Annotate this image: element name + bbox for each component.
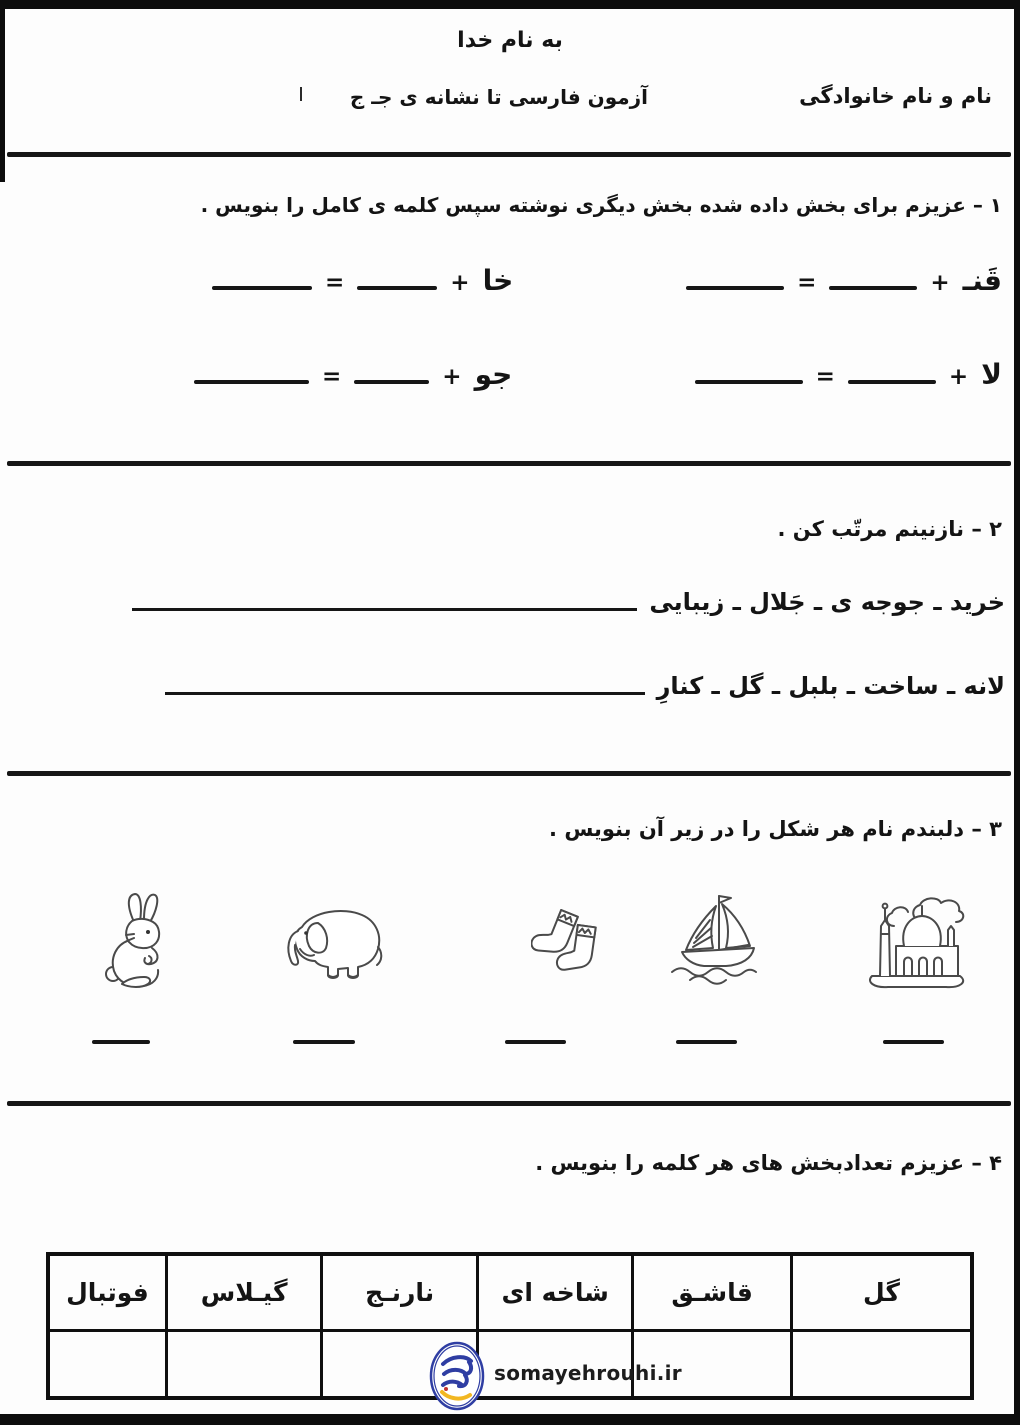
equation-blank-syllable [354,380,429,384]
page-edge-right [1014,0,1020,1425]
table-word-cell: قاشـق [633,1254,792,1330]
bismillah-text: به نام خدا [457,28,563,53]
question-4-text: ۴ – عزیزم تعدادبخش های هر کلمه را بنویس . [535,1151,1002,1175]
equation-blank-word [212,286,312,290]
question-3-text: ۳ – دلبندم نام هر شکل را در زیر آن بنویس . [549,817,1002,841]
equals-sign: = [325,270,345,296]
equals-sign: = [815,364,835,390]
equation-la [695,352,1002,398]
section-divider-2 [7,461,1011,466]
picture-answer-line [883,1040,944,1044]
rabbit-image [100,892,176,990]
picture-answer-line [505,1040,566,1044]
equation-qan [686,258,1002,304]
table-word-cell: شاخه ای [477,1254,633,1330]
equals-sign: = [322,364,342,390]
equation-blank-syllable [357,286,437,290]
equation-blank-syllable [829,286,917,290]
mosque-image [860,896,968,990]
table-answer-cell [48,1330,166,1398]
equals-sign: = [797,270,817,296]
exam-title: آزمون فارسی تا نشانه ی جـ ج [349,85,648,109]
table-word-cell: گیـلاس [166,1254,322,1330]
elephant-image [282,903,386,981]
picture-answer-line [676,1040,737,1044]
equation-given-syllable: جو [474,358,513,391]
watermark-url: somayehrouhi.ir [494,1361,682,1385]
question-1-text: ۱ – عزیزم برای بخش داده شده بخش دیگری نوشته سپس کلمه ی کامل را بنویس . [200,193,1002,217]
picture-answer-line [92,1040,150,1044]
equation-blank-syllable [848,380,936,384]
page-edge-top [0,0,1020,9]
scramble-line-1 [132,588,1005,616]
equation-kha [212,258,513,304]
table-word-cell: گل [791,1254,972,1330]
scramble-answer-line [132,608,637,611]
equation-given-syllable: لا [981,358,1002,391]
table-answer-cell [166,1330,322,1398]
equation-blank-word [194,380,309,384]
student-name-label: نام و نام خانوادگی [799,84,992,108]
plus-sign: + [442,364,462,390]
table-word-cell: نارنـج [322,1254,478,1330]
scramble-words: خرید ـ جوجه ی ـ جَلال ـ زیبایی [649,588,1005,616]
scramble-words: لانه ـ ساخت ـ بلبل ـ گل ـ کنارِ [656,672,1005,700]
table-answer-cell [791,1330,972,1398]
section-divider-1 [7,152,1011,157]
section-divider-4 [7,1101,1011,1106]
scramble-answer-line [165,692,645,695]
table-word-cell: فوتبال [48,1254,166,1330]
watermark-logo [429,1340,485,1416]
stray-scan-mark [300,87,302,101]
equation-given-syllable: خا [482,264,514,297]
section-divider-3 [7,771,1011,776]
equation-blank-word [695,380,803,384]
plus-sign: + [930,270,950,296]
equation-blank-word [686,286,784,290]
page-edge-bottom [0,1414,1020,1425]
sailboat-image [666,888,768,986]
scramble-line-2 [165,672,1005,700]
equation-jo [194,352,512,398]
socks-image [531,900,605,986]
plus-sign: + [450,270,470,296]
equation-given-syllable: قَنـ [962,264,1002,297]
question-2-text: ۲ – نازنینم مرتّب کن . [777,517,1002,541]
plus-sign: + [948,364,969,390]
picture-answer-line [293,1040,355,1044]
